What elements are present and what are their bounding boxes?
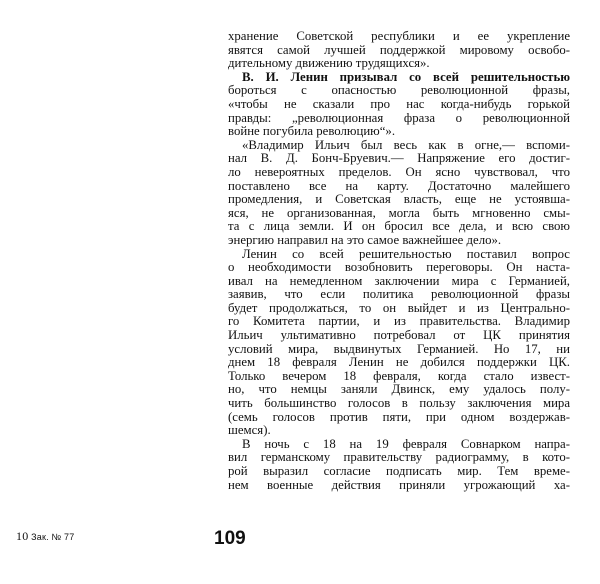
text-line: Только вечером 18 февраля, когда стало извест- xyxy=(228,368,570,383)
paragraph-1 xyxy=(228,30,570,71)
text-line: (семь голосов против пяти, при одном воздержав- xyxy=(228,409,570,424)
text-line: заявив, что если политика революционной фразы xyxy=(228,287,570,302)
text-line: хранение Советской республики и ее укрепление xyxy=(228,29,570,43)
text-line-bold xyxy=(228,71,570,85)
signature-order-text: Зак. № 77 xyxy=(31,532,75,542)
paragraph-4 xyxy=(228,248,570,438)
text-line: энергию направил на это самое важнейшее дело». xyxy=(228,232,502,247)
text-line: ло невероятных пределов. Он ясно чувствовал, что xyxy=(228,164,570,179)
text-line: Ильич ультимативно потребовал от ЦК принятия xyxy=(228,328,570,343)
paragraph-5 xyxy=(228,438,570,492)
text-line: днем 18 февраля Ленин не добился поддержки ЦК. xyxy=(228,355,570,370)
page-number: 109 xyxy=(214,528,246,549)
text-line: промедления, и Советская власть, еще не устоявша- xyxy=(228,192,570,207)
text-line: бороться с опасностью революционной фразы, xyxy=(228,83,570,98)
text-line: го Комитета партии, и из правительства. Владимир xyxy=(228,314,570,329)
text-line: поставлено все на карту. Достаточно малейшего xyxy=(228,178,570,193)
paragraph-3 xyxy=(228,139,570,248)
text-line: о необходимости возобновить переговоры. Он наста- xyxy=(228,260,570,275)
main-text-column xyxy=(228,30,570,492)
text-line: правды: „революционная фраза о революционной xyxy=(228,110,570,125)
signature-number: 10 xyxy=(16,529,29,543)
text-line: шемся). xyxy=(228,423,271,438)
text-line: Ленин со всей решительностью поставил вопрос xyxy=(242,246,570,261)
text-line: «чтобы не сказали про нас когда-нибудь горькой xyxy=(228,96,570,111)
text-line: «Владимир Ильич был весь как в огне,— вспоми- xyxy=(242,137,570,152)
text-line: но, что немцы заняли Двинск, ему удалось полу- xyxy=(228,382,570,397)
text-line: чить большинство голосов в пользу заключения мира xyxy=(228,396,570,411)
text-line: будет продолжаться, то он выйдет и из Центрально- xyxy=(228,300,570,315)
text-line: яся, не организованная, могла быть мгновенно смы- xyxy=(228,205,570,220)
text-line: рой выразил согласие подписать мир. Тем време- xyxy=(228,464,570,478)
text-line: нал В. Д. Бонч-Бруевич.— Напряжение его достиг- xyxy=(228,151,570,166)
text-line: В ночь с 18 на 19 февраля Совнарком напра- xyxy=(242,436,570,451)
text-line: та с лица земли. И он бросил все дела, и всю свою xyxy=(228,219,570,234)
paragraph-2 xyxy=(228,71,570,139)
text-line: условий мира, выдвинутых Германией. Но 17, ни xyxy=(228,341,570,356)
text-line: дительному движению трудящихся». xyxy=(228,56,430,71)
text-line: вил германскому правительству радиограмму, в кото- xyxy=(228,450,570,465)
printing-signature xyxy=(16,529,74,544)
text-line: нем военные действия приняли угрожающий ха- xyxy=(228,477,570,492)
bold-phrase: В. И. Ленин призывал со всей решительностью xyxy=(242,69,570,84)
text-line: явятся самой лучшей поддержкой мировому освобо- xyxy=(228,42,570,57)
text-line: ивал на немедленном заключении мира с Германией, xyxy=(228,273,570,288)
text-line: войне погубила революцию“». xyxy=(228,124,396,139)
